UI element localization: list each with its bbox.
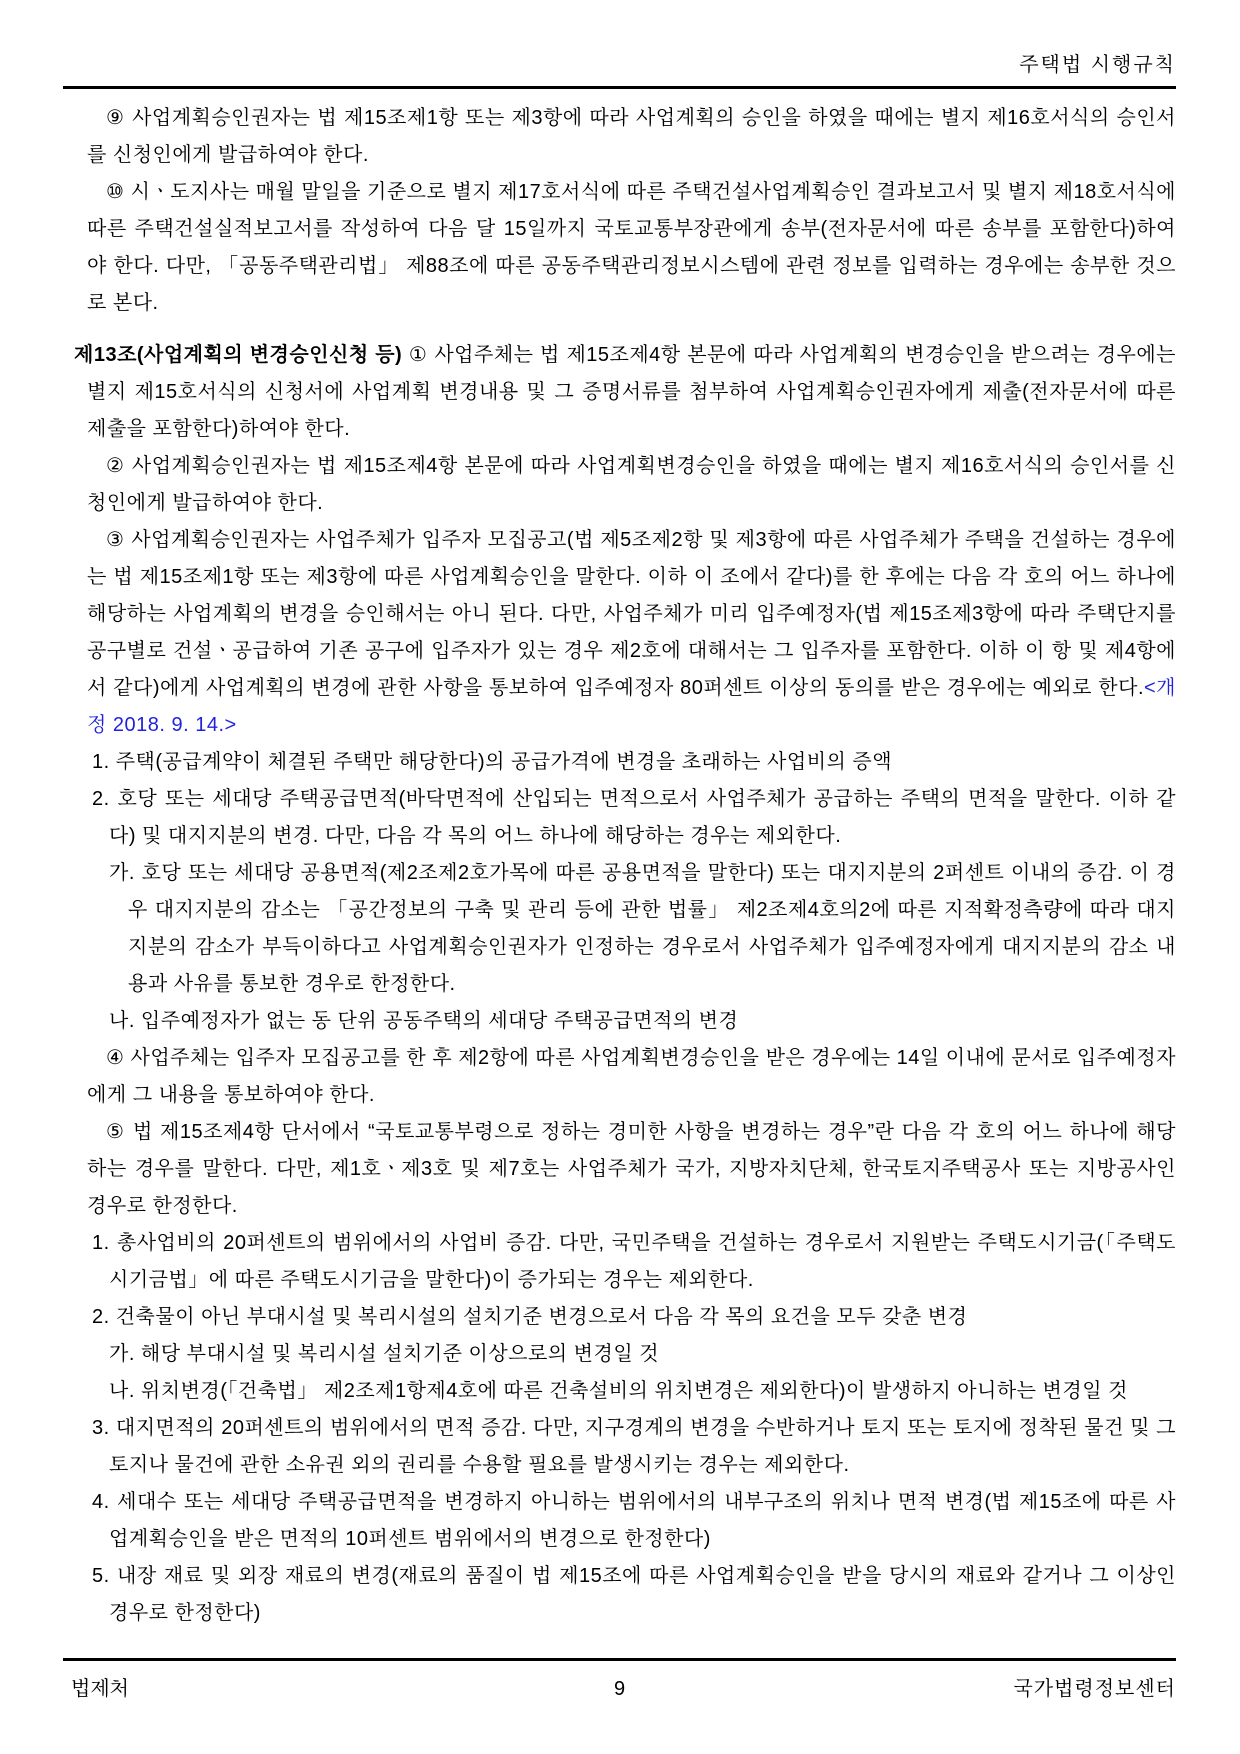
paragraph-9: ⑨ 사업계획승인권자는 법 제15조제1항 또는 제3항에 따라 사업계획의 승인을 하였을 때에는 별지 제16호서식의 승인서를 신청인에게 발급하여야 한다.	[87, 107, 1176, 166]
footer-site-name: 국가법령정보센터	[1013, 1678, 1176, 1700]
article-13-paragraph-3-text: ③ 사업계획승인권자는 사업주체가 입주자 모집공고(법 제5조제2항 및 제3항에 따른 사업주체가 주택을 건설하는 경우에는 법 제15조제1항 또는 제3항에 따른 사업계획승인을 말한다. 이하 이 조에서 같다)를 한 후에는 다음 각 호의 어느 하나에 해당하는 사업계획의 변경을 승인해서는 아니 된다. 다만, 사업주체가 미리 입주예정자(법 제15조제3항에 따라 주택단지를 공구별로 건설ㆍ공급하여 기존 공구에 입주자가 있는 경우 제2호에 대해서는 그 입주자를 포함한다. 이하 이 항 및 제4항에서 같다)에게 사업계획의 변경에 관한 사항을 통보하여 입주예정자 80퍼센트 이상의 동의를 받은 경우에는 예외로 한다.	[87, 529, 1176, 699]
footer-agency: 법제처	[71, 1678, 129, 1700]
paragraph-5-item-2: 2. 건축물이 아닌 부대시설 및 복리시설의 설치기준 변경으로서 다음 각 목의 요건을 모두 갖춘 변경	[92, 1306, 968, 1328]
header-rule	[63, 86, 1176, 89]
paragraph-3-item-2-sub-ga: 가. 호당 또는 세대당 공용면적(제2조제2호가목에 따른 공용면적을 말한다) 또는 대지지분의 2퍼센트 이내의 증감. 이 경우 대지지분의 감소는 「공간정보의 구축 및 관리 등에 관한 법률」 제2조제4호의2에 따른 지적확정측량에 따라 대지지분의 감소가 부득이하다고 사업계획승인권자가 인정하는 경우로서 사업주체가 입주예정자에게 대지지분의 감소 내용과 사유를 통보한 경우로 한정한다.	[109, 862, 1176, 995]
paragraph-5-item-3: 3. 대지면적의 20퍼센트의 범위에서의 면적 증감. 다만, 지구경계의 변경을 수반하거나 토지 또는 토지에 정착된 물건 및 그 토지나 물건에 관한 소유권 외의 권리를 수용할 필요를 발생시키는 경우는 제외한다.	[92, 1417, 1176, 1476]
page-footer	[63, 1658, 1176, 1703]
amendment-note: <개정 2018. 9. 14.>	[87, 677, 1176, 736]
paragraph-5-item-4: 4. 세대수 또는 세대당 주택공급면적을 변경하지 아니하는 범위에서의 내부구조의 위치나 면적 변경(법 제15조에 따른 사업계획승인을 받은 면적의 10퍼센트 범위에서의 변경으로 한정한다)	[92, 1491, 1176, 1550]
document-body	[63, 100, 1176, 1632]
paragraph-5-item-2-sub-ga: 가. 해당 부대시설 및 복리시설 설치기준 이상으로의 변경일 것	[109, 1343, 660, 1365]
article-13-paragraph-2: ② 사업계획승인권자는 법 제15조제4항 본문에 따라 사업계획변경승인을 하였을 때에는 별지 제16호서식의 승인서를 신청인에게 발급하여야 한다.	[87, 455, 1176, 514]
article-13-paragraph-1-text: ① 사업주체는 법 제15조제4항 본문에 따라 사업계획의 변경승인을 받으려는 경우에는 별지 제15호서식의 신청서에 사업계획 변경내용 및 그 증명서류를 첨부하여 사업계획승인권자에게 제출(전자문서에 따른 제출을 포함한다)하여야 한다.	[87, 344, 1176, 440]
article-13-paragraph-4: ④ 사업주체는 입주자 모집공고를 한 후 제2항에 따른 사업계획변경승인을 받은 경우에는 14일 이내에 문서로 입주예정자에게 그 내용을 통보하여야 한다.	[87, 1047, 1176, 1106]
footer-rule	[63, 1658, 1176, 1661]
paragraph-3-item-1: 1. 주택(공급계약이 체결된 주택만 해당한다)의 공급가격에 변경을 초래하는 사업비의 증액	[92, 751, 893, 773]
paragraph-3-item-2-sub-na: 나. 입주예정자가 없는 동 단위 공동주택의 세대당 주택공급면적의 변경	[109, 1010, 739, 1032]
article-13-paragraph-5: ⑤ 법 제15조제4항 단서에서 “국토교통부령으로 정하는 경미한 사항을 변경하는 경우”란 다음 각 호의 어느 하나에 해당하는 경우를 말한다. 다만, 제1호ㆍ제3호 및 제7호는 사업주체가 국가, 지방자치단체, 한국토지주택공사 또는 지방공사인 경우로 한정한다.	[87, 1121, 1176, 1217]
footer-row	[63, 1675, 1176, 1703]
paragraph-10: ⑩ 시ㆍ도지사는 매월 말일을 기준으로 별지 제17호서식에 따른 주택건설사업계획승인 결과보고서 및 별지 제18호서식에 따른 주택건설실적보고서를 작성하여 다음 달 15일까지 국토교통부장관에게 송부(전자문서에 따른 송부를 포함한다)하여야 한다. 다만, 「공동주택관리법」 제88조에 따른 공동주택관리정보시스템에 관련 정보를 입력하는 경우에는 송부한 것으로 본다.	[87, 181, 1176, 314]
paragraph-5-item-5: 5. 내장 재료 및 외장 재료의 변경(재료의 품질이 법 제15조에 따른 사업계획승인을 받을 당시의 재료와 같거나 그 이상인 경우로 한정한다)	[92, 1565, 1176, 1624]
paragraph-3-item-2: 2. 호당 또는 세대당 주택공급면적(바닥면적에 산입되는 면적으로서 사업주체가 공급하는 주택의 면적을 말한다. 이하 같다) 및 대지지분의 변경. 다만, 다음 각 목의 어느 하나에 해당하는 경우는 제외한다.	[92, 788, 1176, 847]
page-header	[63, 0, 1176, 89]
page-number: 9	[613, 1678, 626, 1700]
paragraph-5-item-1: 1. 총사업비의 20퍼센트의 범위에서의 사업비 증감. 다만, 국민주택을 건설하는 경우로서 지원받는 주택도시기금(「주택도시기금법」에 따른 주택도시기금을 말한다)이 증가되는 경우는 제외한다.	[92, 1232, 1176, 1291]
article-13-paragraph-1	[63, 337, 1176, 448]
article-13-title: 제13조(사업계획의 변경승인신청 등)	[74, 344, 403, 366]
article-13-paragraph-3	[63, 522, 1176, 744]
header-title: 주택법 시행규칙	[1019, 54, 1176, 76]
paragraph-5-item-2-sub-na: 나. 위치변경(「건축법」 제2조제1항제4호에 따른 건축설비의 위치변경은 제외한다)이 발생하지 아니하는 변경일 것	[109, 1380, 1128, 1402]
